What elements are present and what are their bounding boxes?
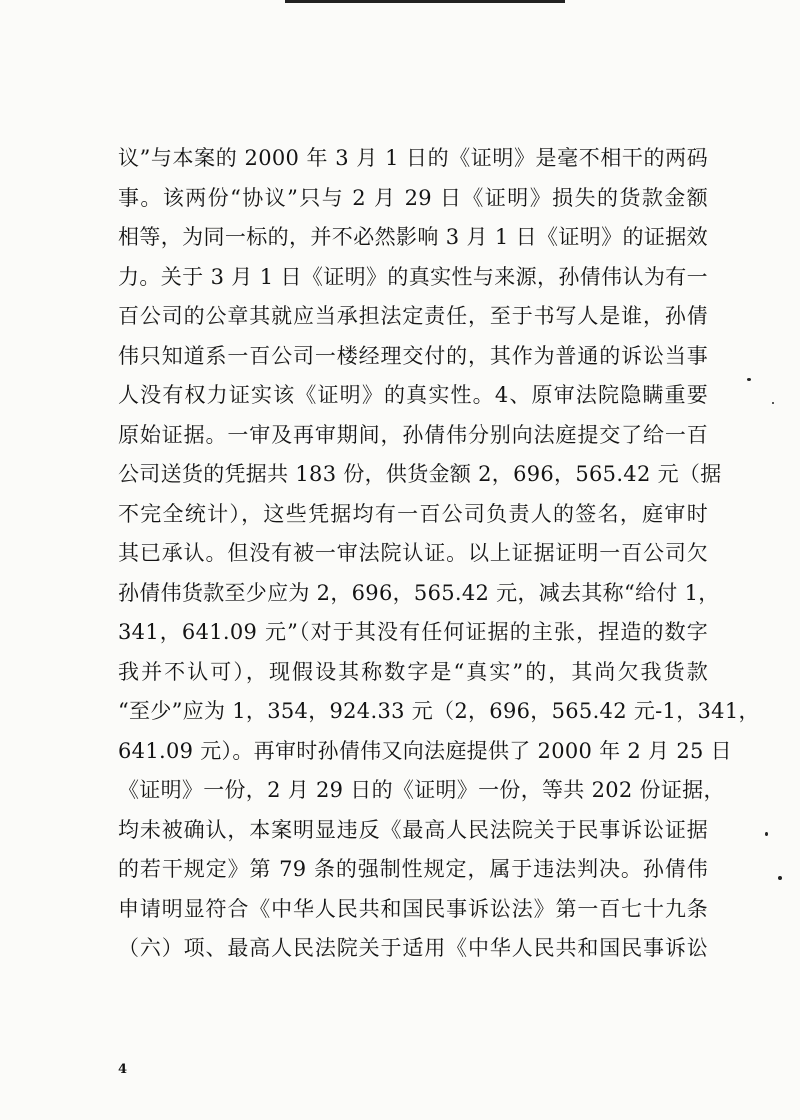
text-line-12: 孙倩伟货款至少应为 2，696，565.42 元，减去其称“给付 1， [118,580,720,605]
text-line-21: （六）项、最高人民法院关于适用《中华人民共和国民事诉讼 [118,936,708,960]
text-line-6: 伟只知道系一百公司一楼经理交付的，其作为普通的诉讼当事 [118,343,708,368]
text-line-17: 《证明》一份，2 月 29 日的《证明》一份，等共 202 份证据， [118,778,725,802]
top-border-line [285,0,565,3]
text-line-10: 不完全统计），这些凭据均有一百公司负责人的签名，庭审时 [118,501,708,526]
text-line-1: 议”与本案的 2000 年 3 月 1 日的《证明》是毫不相干的两码 [118,146,708,170]
scan-speck [772,402,774,404]
text-line-18: 均未被确认，本案明显违反《最高人民法院关于民事诉讼证据 [118,817,708,842]
text-line-11: 其已承认。但没有被一审法院认证。以上证据证明一百公司欠 [118,541,708,565]
text-line-15: “至少”应为 1，354，924.33 元（2，696，565.42 元-1，341， [118,699,760,723]
text-line-3: 相等，为同一标的，并不必然影响 3 月 1 日《证明》的证据效 [118,225,708,249]
text-line-7: 人没有权力证实该《证明》的真实性。4、原审法院隐瞒重要 [118,383,708,407]
scan-speck [747,378,751,381]
page-number: 4 [118,1062,128,1077]
text-line-9: 公司送货的凭据共 183 份，供货金额 2，696，565.42 元（据 [118,462,722,486]
body-text [118,139,760,969]
text-line-5: 百公司的公章其就应当承担法定责任，至于书写人是谁，孙倩 [118,304,708,328]
scan-speck [778,876,782,880]
text-line-16: 641.09 元）。再审时孙倩伟又向法庭提供了 2000 年 2 月 25 日 [118,738,732,763]
text-line-8: 原始证据。一审及再审期间，孙倩伟分别向法庭提交了给一百 [118,422,708,447]
text-line-2: 事。该两份“协议”只与 2 月 29 日《证明》损失的货款金额 [118,185,708,210]
text-line-19: 的若干规定》第 79 条的强制性规定，属于违法判决。孙倩伟 [118,857,708,881]
text-line-14: 我并不认可），现假设其称数字是“真实”的，其尚欠我货款 [118,659,708,684]
text-line-4: 力。关于 3 月 1 日《证明》的真实性与来源，孙倩伟认为有一 [118,264,708,289]
scan-speck [765,832,768,836]
text-line-13: 341，641.09 元”（对于其没有任何证据的主张，捏造的数字 [118,620,708,644]
text-line-20: 申请明显符合《中华人民共和国民事诉讼法》第一百七十九条 [118,896,708,921]
